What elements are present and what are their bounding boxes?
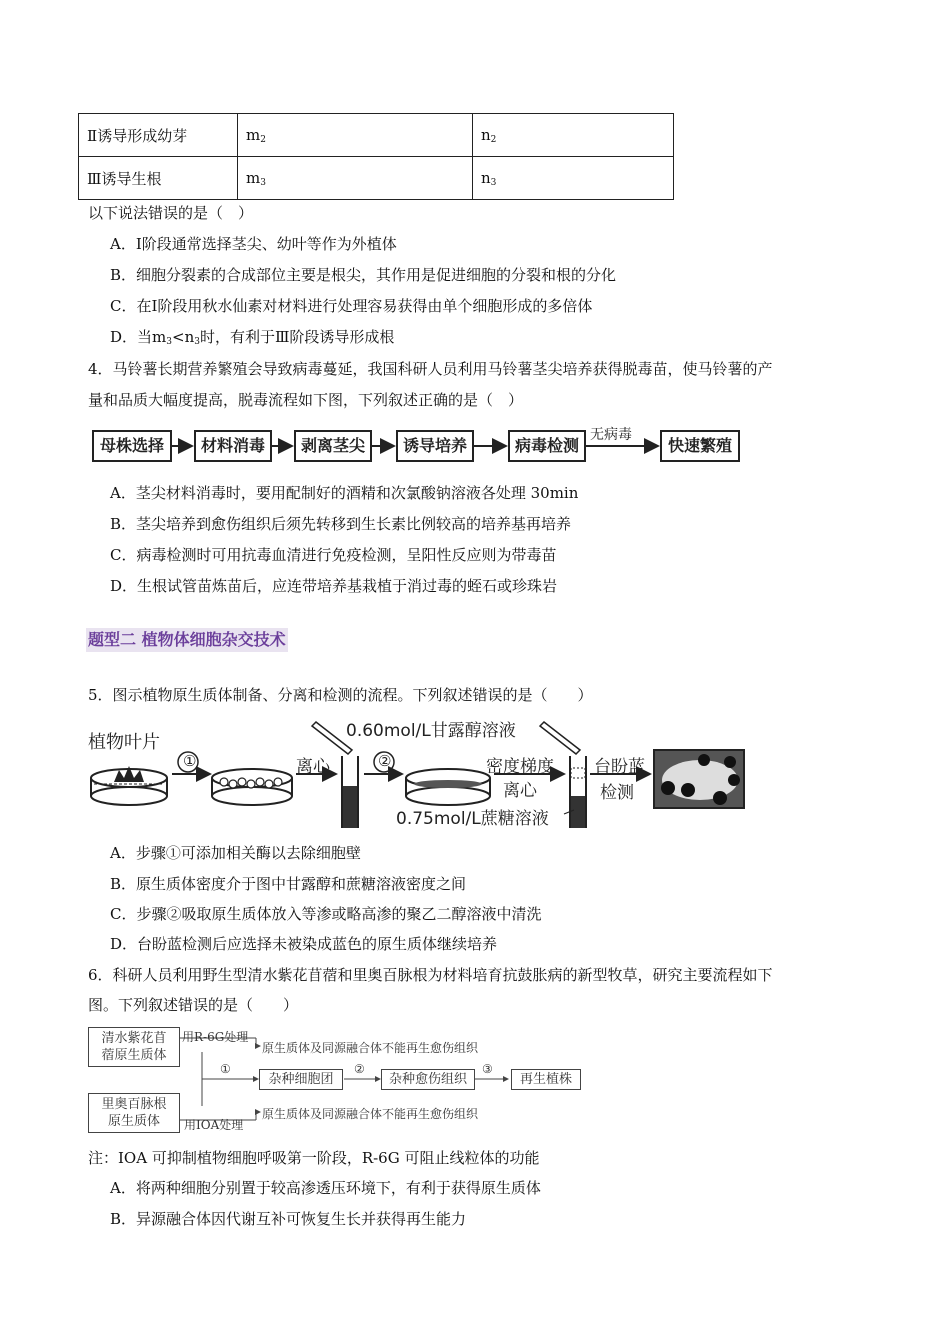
table-cell-n: [473, 114, 674, 157]
q4-stem-line1: 4．马铃薯长期营养繁殖会导致病毒蔓延，我国科研人员利用马铃薯茎尖培养获得脱毒苗，使马铃薯的产: [88, 360, 773, 378]
leaf-label: 植物叶片: [88, 732, 160, 753]
opt-text: 时，有利于Ⅲ阶段诱导形成根: [199, 328, 395, 346]
cell-text: m: [246, 168, 261, 187]
cell-text: Ⅲ诱导生根: [87, 169, 162, 188]
flow-box: 材料消毒: [194, 430, 272, 462]
opt-text: D．当m: [110, 328, 167, 346]
q6-option-a: A．将两种细胞分别置于较高渗透压环境下，有利于获得原生质体: [110, 1179, 541, 1197]
opt-text: <n: [172, 328, 195, 346]
gradient-label-2: 离心: [503, 781, 537, 801]
top-solution-label: 0.60mol/L甘露醇溶液: [346, 721, 516, 741]
result-top: 原生质体及同源融合体不能再生愈伤组织: [262, 1041, 479, 1055]
step-2: ②: [354, 1062, 365, 1076]
gradient-label-1: 密度梯度: [486, 757, 554, 777]
box-text: 清水紫花苜: [101, 1031, 167, 1046]
q3-stem: 以下说法错误的是（ ）: [88, 204, 254, 222]
q4-stem-line2: 量和品质大幅度提高，脱毒流程如下图，下列叙述正确的是（ ）: [88, 391, 524, 409]
q5-stem: 5．图示植物原生质体制备、分离和检测的流程。下列叙述错误的是（ ）: [88, 686, 593, 704]
centrifuge-label: 离心: [296, 757, 330, 777]
box-text: 蓿原生质体: [101, 1048, 167, 1063]
table-cell-stage: [79, 157, 238, 200]
table-row: [79, 114, 674, 157]
flow-arrow-label: 无病毒: [590, 427, 632, 443]
opt-sub: 3: [166, 337, 172, 347]
q4-option-b: B．茎尖培养到愈伤组织后须先转移到生长素比例较高的培养基再培养: [110, 515, 572, 533]
cell-text: Ⅱ诱导形成幼芽: [87, 126, 188, 145]
treatment-bottom: 用IOA处理: [184, 1118, 244, 1132]
box-lotus-protoplast: [88, 1093, 180, 1133]
treatment-top: 用R-6G处理: [182, 1030, 249, 1044]
q6-stem-line1: 6．科研人员利用野生型清水紫花苜蓿和里奥百脉根为材料培育抗鼓胀病的新型牧草，研究主要流程如下: [88, 966, 773, 984]
q5-option-c: C．步骤②吸取原生质体放入等渗或略高渗的聚乙二醇溶液中清洗: [110, 905, 542, 923]
q5-option-d: D．台盼蓝检测后应选择未被染成蓝色的原生质体继续培养: [110, 935, 498, 953]
cell-text: m: [246, 125, 261, 144]
opt-sub: 3: [194, 337, 200, 347]
q6-stem-line2: 图。下列叙述错误的是（ ）: [88, 996, 299, 1014]
box-hybrid-cell: 杂种细胞团: [259, 1069, 343, 1090]
q3-option-d: [110, 326, 394, 353]
flow-box: 病毒检测: [508, 430, 586, 462]
box-text: 原生质体: [107, 1114, 160, 1129]
q3-option-c: C．在Ⅰ阶段用秋水仙素对材料进行处理容易获得由单个细胞形成的多倍体: [110, 297, 593, 315]
step-1: ①: [220, 1062, 231, 1076]
stage-table: [78, 113, 674, 200]
q3-option-a: A．Ⅰ阶段通常选择茎尖、幼叶等作为外植体: [110, 235, 397, 253]
q5-option-a: A．步骤①可添加相关酶以去除细胞壁: [110, 844, 361, 862]
stain-label-1: 台盼蓝: [594, 757, 645, 777]
flow-box: 诱导培养: [396, 430, 474, 462]
cell-text: n: [481, 168, 491, 187]
cell-sub: 3: [490, 177, 497, 188]
step-3: ③: [482, 1062, 493, 1076]
q3-option-b: B．细胞分裂素的合成部位主要是根尖，其作用是促进细胞的分裂和根的分化: [110, 266, 617, 284]
cell-text: n: [481, 125, 491, 144]
bottom-solution-label: 0.75mol/L蔗糖溶液: [396, 809, 549, 829]
section-title: 题型二 植物体细胞杂交技术: [86, 628, 288, 652]
q4-option-d: D．生根试管苗炼苗后，应连带培养基栽植于消过毒的蛭石或珍珠岩: [110, 577, 558, 595]
result-bottom: 原生质体及同源融合体不能再生愈伤组织: [262, 1107, 479, 1121]
cell-sub: 3: [260, 177, 266, 188]
stain-label-2: 检测: [600, 783, 634, 803]
box-hybrid-callus: 杂种愈伤组织: [381, 1069, 475, 1090]
table-cell-m: [238, 114, 473, 157]
flow-arrows: [0, 420, 760, 470]
q6-note: 注：IOA 可抑制植物细胞呼吸第一阶段，R-6G 可阻止线粒体的功能: [88, 1149, 540, 1167]
cell-sub: 2: [260, 134, 266, 145]
q6-option-b: B．异源融合体因代谢互补可恢复生长并获得再生能力: [110, 1210, 467, 1228]
cell-sub: 2: [490, 134, 497, 145]
flow-box: 快速繁殖: [660, 430, 740, 462]
flow-box: 剥离茎尖: [294, 430, 372, 462]
step1-label: ①: [183, 752, 197, 770]
table-row: [79, 157, 674, 200]
q5-option-b: B．原生质体密度介于图中甘露醇和蔗糖溶液密度之间: [110, 875, 467, 893]
q4-option-c: C．病毒检测时可用抗毒血清进行免疫检测，呈阳性反应则为带毒苗: [110, 546, 557, 564]
box-alfalfa-protoplast: [88, 1027, 180, 1067]
flow-box: 母株选择: [92, 430, 172, 462]
q4-option-a: A．茎尖材料消毒时，要用配制好的酒精和次氯酸钠溶液各处理 30min: [110, 484, 579, 502]
table-cell-stage: [79, 114, 238, 157]
table-cell-n: [473, 157, 674, 200]
table-cell-m: [238, 157, 473, 200]
box-text: 里奥百脉根: [101, 1097, 167, 1112]
box-regenerated-plant: 再生植株: [511, 1069, 581, 1090]
step2-label: ②: [378, 752, 392, 770]
